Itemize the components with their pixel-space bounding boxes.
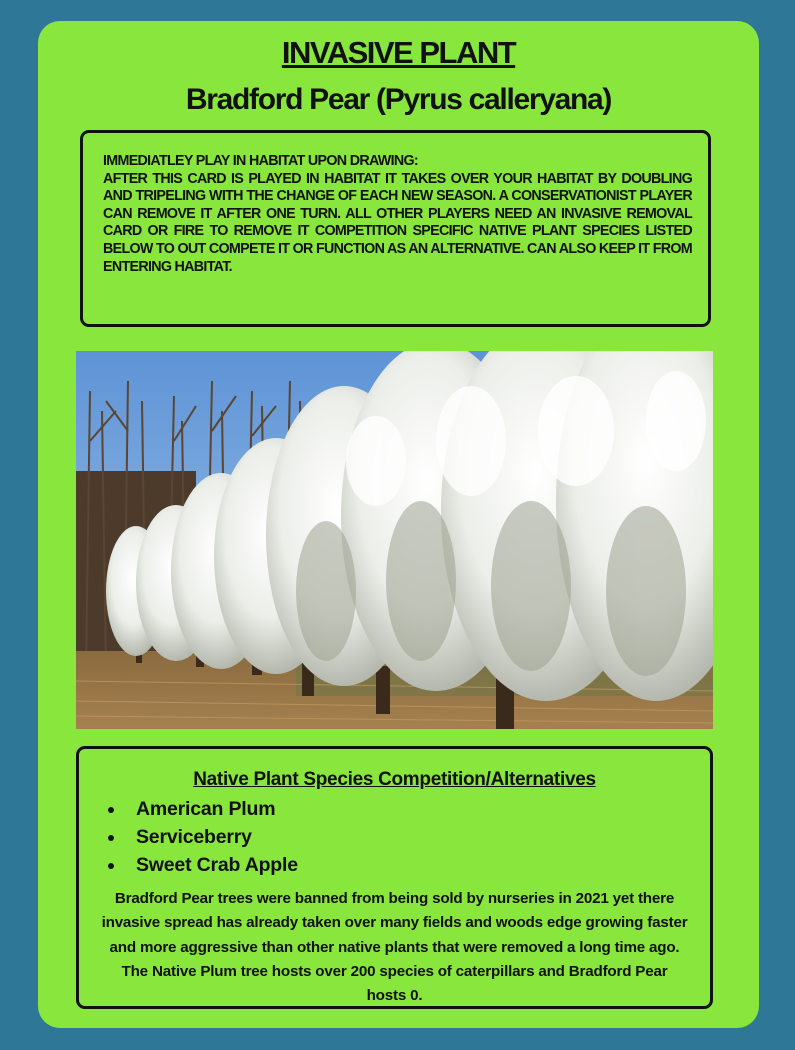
alternatives-heading: Native Plant Species Competition/Alternatives xyxy=(193,769,596,790)
list-item: American Plum xyxy=(103,795,298,823)
bradford-pear-photo xyxy=(76,351,713,729)
alternatives-box xyxy=(76,746,713,1009)
card-title: INVASIVE PLANT xyxy=(281,35,516,70)
invasive-plant-card xyxy=(38,21,759,1028)
list-item: Serviceberry xyxy=(103,823,298,851)
rules-body: AFTER THIS CARD IS PLAYED IN HABITAT IT TAKES OVER YOUR HABITAT BY DOUBLING AND TRIPELING WITH THE CHANGE OF EACH NEW SEASON. A CONSERVATIONIST PLAYER CAN REMOVE IT AFTER ONE TURN. ALL OTHER PLAYERS NEED AN INVASIVE REMOVAL CARD OR FIRE TO REMOVE IT COMPETITION SPECIFIC NATIVE PLANT SPECIES LISTED BELOW TO OUT COMPETE IT OR FUNCTION AS AN ALTERNATIVE. CAN ALSO KEEP IT FROM ENTERING HABITAT. xyxy=(103,170,692,275)
alternatives-list xyxy=(103,795,298,879)
list-item: Sweet Crab Apple xyxy=(103,851,298,879)
alternatives-note: Bradford Pear trees were banned from being sold by nurseries in 2021 yet there invasive spread has already taken over many fields and woods edge growing faster and more aggressive than other native plants that were removed a long time ago. The Native Plum tree hosts over 200 species of caterpillars and Bradford Pear hosts 0. xyxy=(101,890,688,1005)
rules-first-line: IMMEDIATLEY PLAY IN HABITAT UPON DRAWING: xyxy=(103,153,418,169)
rules-text xyxy=(103,153,692,276)
rules-box xyxy=(80,130,711,327)
plant-name: Bradford Pear (Pyrus calleryana) xyxy=(185,83,612,116)
